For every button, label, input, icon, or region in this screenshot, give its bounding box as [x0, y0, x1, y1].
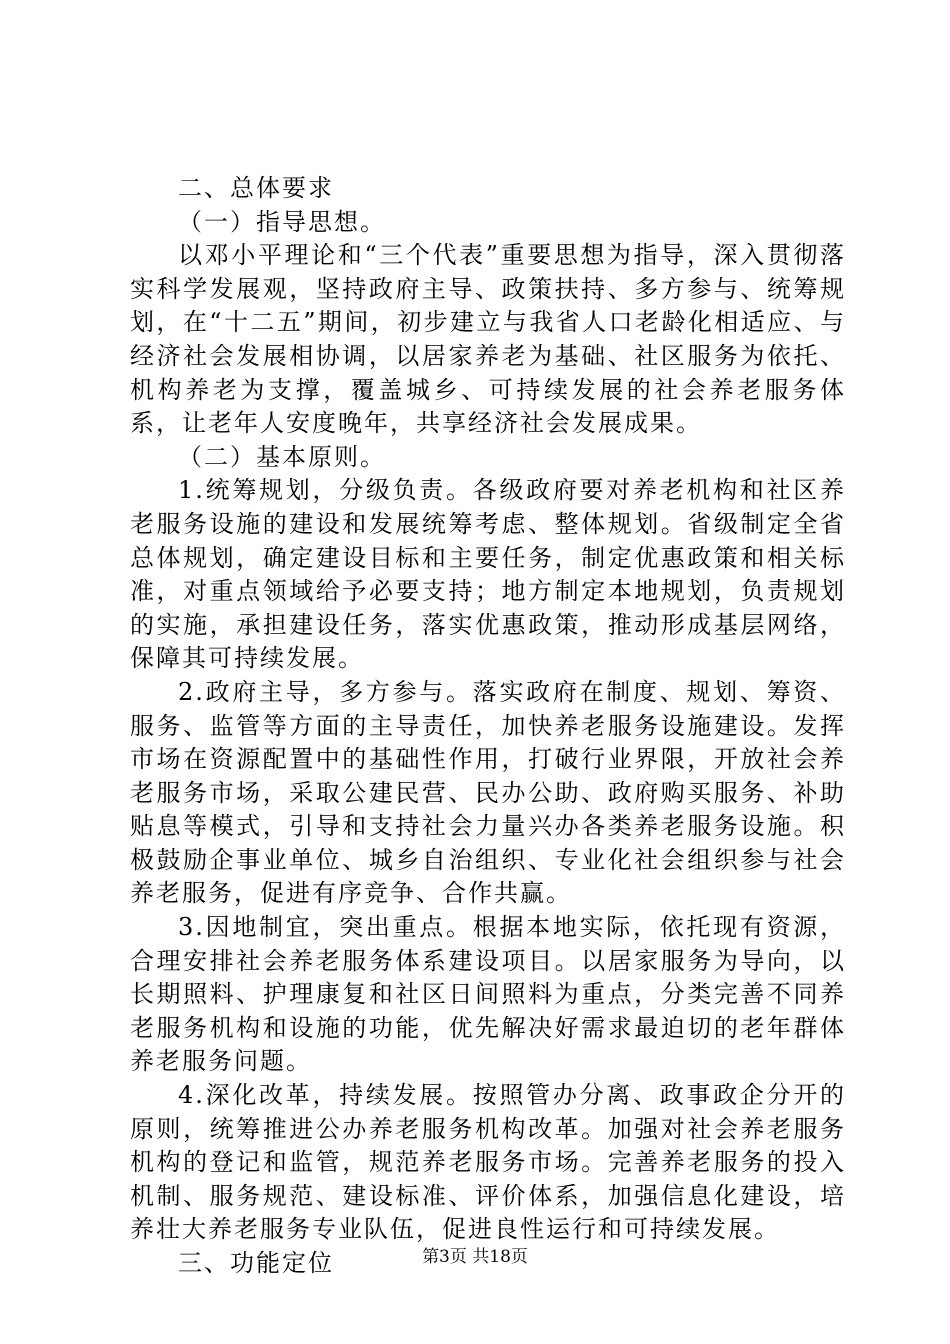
- subsection-heading-guiding-ideology: （一）指导思想。: [178, 207, 386, 236]
- section-heading-function-positioning: 三、功能定位: [178, 1249, 334, 1277]
- paragraph-principle-2: 2.政府主导，多方参与。落实政府在制度、规划、筹资、服务、监管等方面的主导责任，加快养老服务设施建设。发挥市场在资源配置中的基础性作用，打破行业界限，开放社会养老服务市场，采取公建民营、民办公助、政府购买服务、补助贴息等模式，引导和支持社会力量兴办各类养老服务设施。积极鼓励企事业单位、城乡自治组织、专业化社会组织参与社会养老服务，促进有序竞争、合作共赢。: [130, 677, 846, 908]
- paragraph-principle-1: 1.统筹规划，分级负责。各级政府要对养老机构和社区养老服务设施的建设和发展统筹考虑、整体规划。省级制定全省总体规划，确定建设目标和主要任务，制定优惠政策和相关标准，对重点领域给予必要支持；地方制定本地规划，负责规划的实施，承担建设任务，落实优惠政策，推动形成基层网络，保障其可持续发展。: [130, 476, 846, 673]
- paragraph-principle-3: 3.因地制宜，突出重点。根据本地实际，依托现有资源，合理安排社会养老服务体系建设项目。以居家服务为导向，以长期照料、护理康复和社区日间照料为重点，分类完善不同养老服务机构和设施的功能，优先解决好需求最迫切的老年群体养老服务问题。: [130, 913, 846, 1076]
- subsection-heading-basic-principles: （二）基本原则。: [178, 442, 386, 471]
- page-footer: 第3页 共18页: [422, 1247, 528, 1267]
- document-body: [130, 172, 846, 1281]
- paragraph-guiding-ideology: 以邓小平理论和“三个代表”重要思想为指导，深入贯彻落实科学发展观，坚持政府主导、政策扶持、多方参与、统筹规划，在“十二五”期间，初步建立与我省人口老龄化相适应、与经济社会发展相协调，以居家养老为基础、社区服务为依托、机构养老为支撑，覆盖城乡、可持续发展的社会养老服务体系，让老年人安度晚年，共享经济社会发展成果。: [130, 241, 846, 438]
- section-heading-general-requirements: 二、总体要求: [178, 174, 334, 202]
- paragraph-principle-4: 4.深化改革，持续发展。按照管办分离、政事政企分开的原则，统筹推进公办养老服务机构改革。加强对社会养老服务机构的登记和监管，规范养老服务市场。完善养老服务的投入机制、服务规范、建设标准、评价体系，加强信息化建设，培养壮大养老服务专业队伍，促进良性运行和可持续发展。: [130, 1081, 846, 1244]
